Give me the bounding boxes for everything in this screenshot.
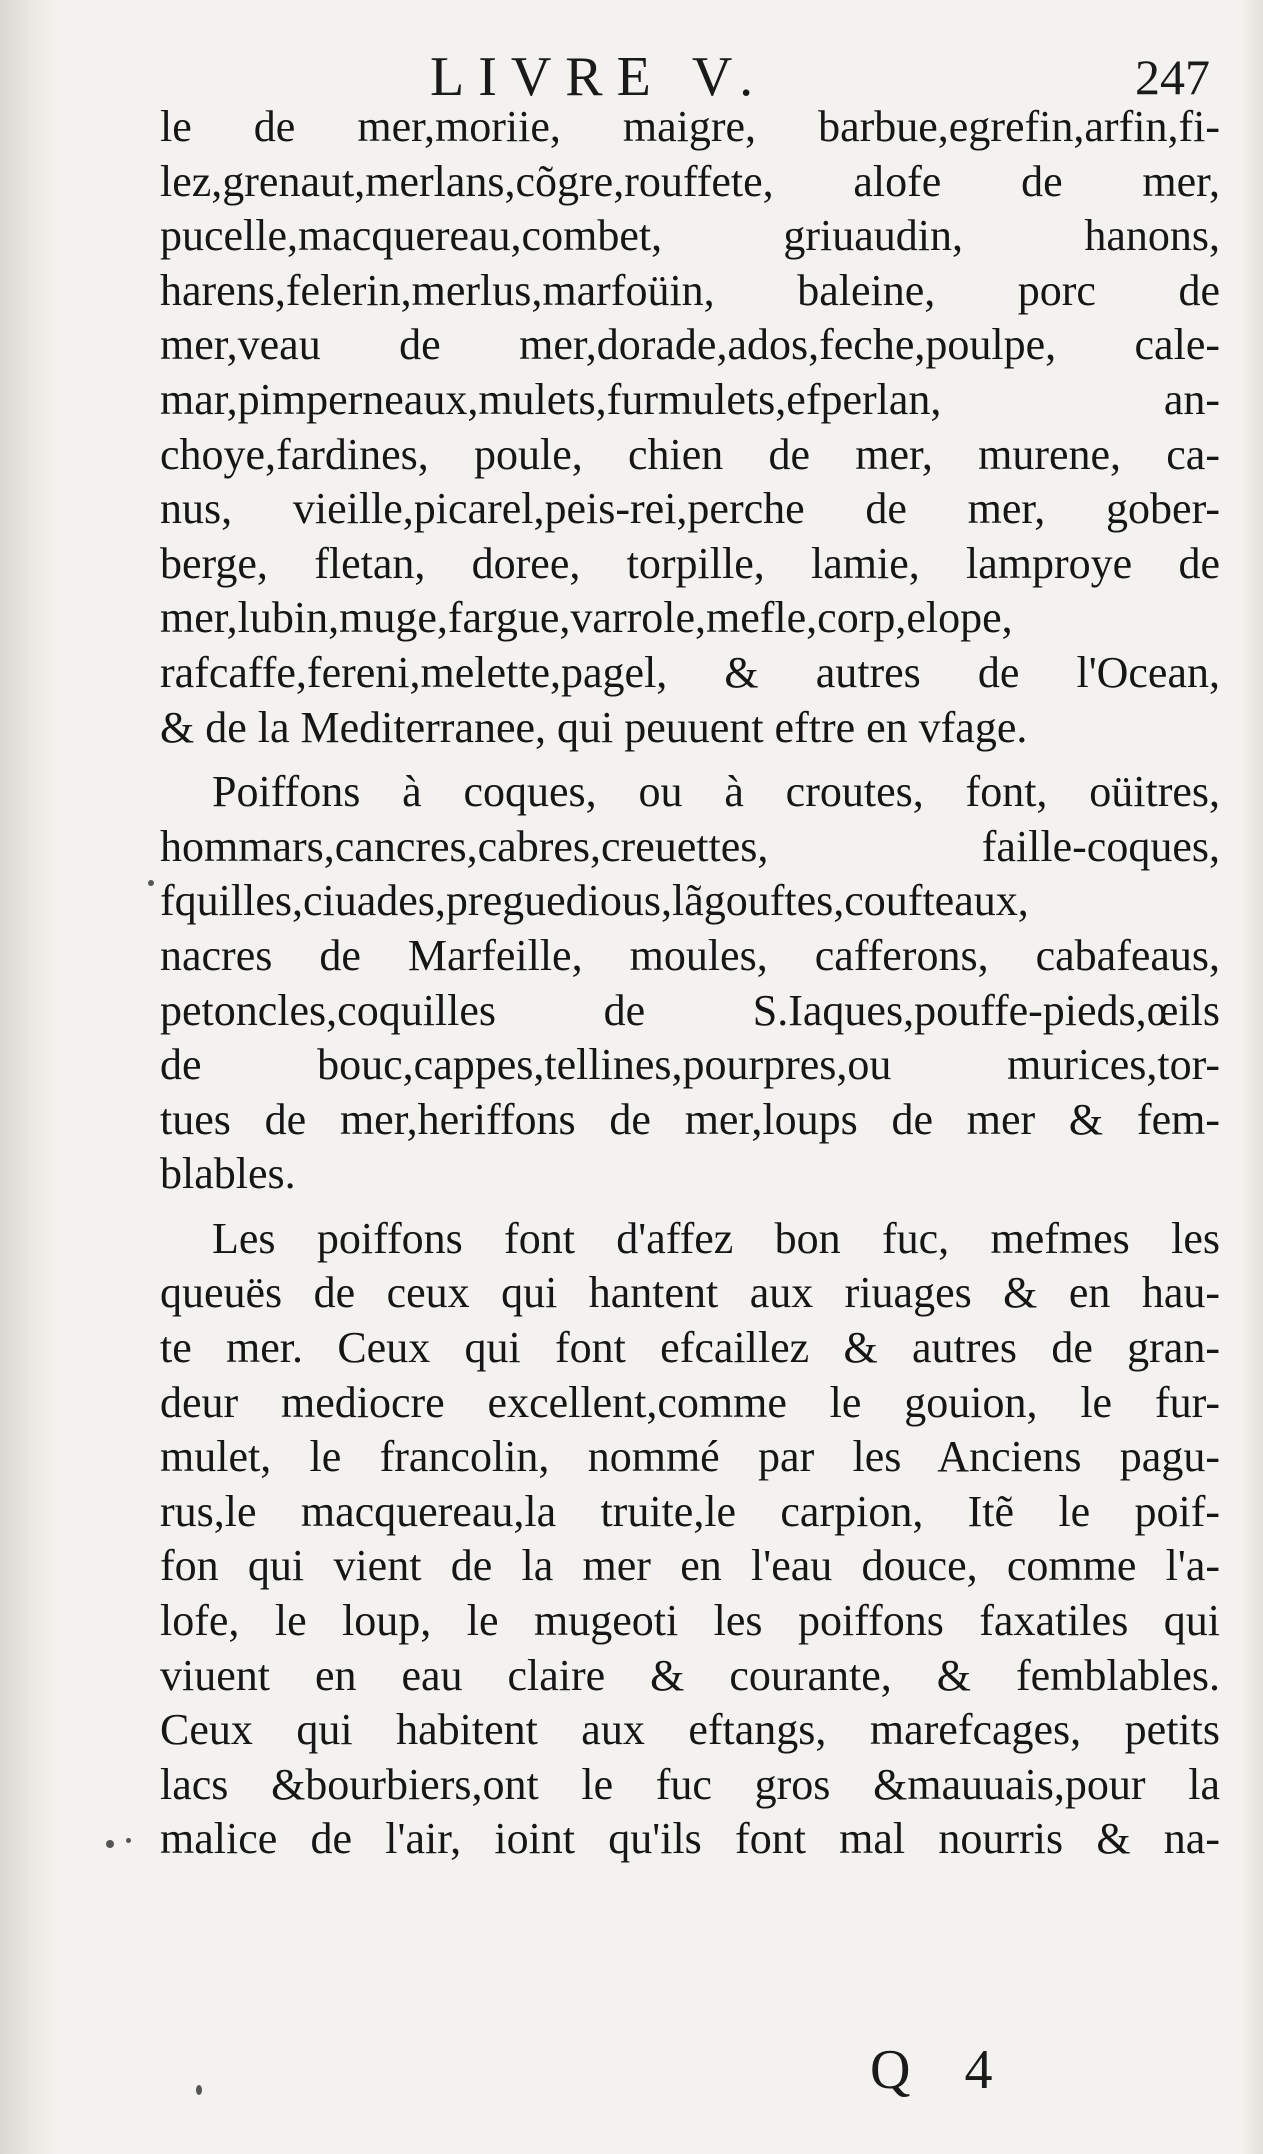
margin-speck [126, 1838, 131, 1843]
text-line: lacs &bourbiers,ont le fuc gros &mauuais,pour la [160, 1759, 1220, 1809]
text-line: harens,felerin,merlus,marfoüin, baleine, porc de [160, 265, 1220, 315]
text-line: mulet, le francolin, nommé par les Anciens pagu- [160, 1432, 1220, 1482]
page-gutter-shadow [0, 0, 60, 2154]
text-line: rafcaffe,fereni,melette,pagel, & autres de l'Ocean, [160, 647, 1220, 697]
text-line: deur mediocre excellent,comme le gouion, le fur- [160, 1377, 1220, 1427]
text-line: hommars,cancres,cabres,creuettes, faille-coques, [160, 821, 1220, 871]
paragraph-gap [160, 755, 1220, 765]
text-line: le de mer,moriie, maigre, barbue,egrefin,arfin,fi- [160, 102, 1220, 151]
margin-speck [196, 2085, 202, 2095]
text-line: te mer. Ceux qui font efcaillez & autres de gran- [160, 1323, 1220, 1373]
text-line: rus,le macquereau,la truite,le carpion, Itẽ le poif- [160, 1486, 1220, 1536]
text-line: queuës de ceux qui hantent aux riuages & en hau- [160, 1268, 1220, 1318]
page-footer [0, 2040, 1263, 2100]
text-line: nus, vieille,picarel,peis-rei,perche de mer, gober- [160, 484, 1220, 534]
paragraph [160, 100, 1220, 755]
text-line: blables. [160, 1149, 296, 1199]
text-line: Ceux qui habitent aux eftangs, marefcages, petits [160, 1705, 1220, 1755]
text-line: berge, fletan, doree, torpille, lamie, lamproye de [160, 538, 1220, 588]
text-line: mar,pimperneaux,mulets,furmulets,efperlan, an- [160, 374, 1220, 424]
page-number: 247 [1135, 49, 1210, 105]
text-line: nacres de Marfeille, moules, cafferons, cabafeaus, [160, 930, 1220, 980]
text-line: Poiffons à coques, ou à croutes, font, oüitres, [212, 767, 1220, 817]
text-line: Les poiffons font d'affez bon fuc, mefmes les [212, 1213, 1220, 1263]
text-line: tues de mer,heriffons de mer,loups de mer & fem- [160, 1094, 1220, 1144]
paragraph [160, 765, 1220, 1202]
signature-mark: Q 4 [870, 2039, 1013, 2101]
text-line: malice de l'air, ioint qu'ils font mal nourris & na- [160, 1814, 1220, 1864]
text-line: viuent en eau claire & courante, & femblables. [160, 1650, 1220, 1700]
text-line: choye,fardines, poule, chien de mer, murene, ca- [160, 429, 1220, 479]
text-line: fon qui vient de la mer en l'eau douce, comme l'a- [160, 1541, 1220, 1591]
text-line: lez,grenaut,merlans,cõgre,rouffete, alofe de mer, [160, 156, 1220, 206]
text-line: petoncles,coquilles de S.Iaques,pouffe-pieds,œils [160, 985, 1220, 1035]
paragraph-gap [160, 1202, 1220, 1212]
text-line: pucelle,macquereau,combet, griuaudin, hanons, [160, 211, 1220, 261]
margin-speck [106, 1840, 114, 1848]
text-line: & de la Mediterranee, qui peuuent eftre en vfage. [160, 702, 1028, 752]
page-edge-shadow [1241, 0, 1263, 2154]
running-title: LIVRE V. [430, 46, 768, 108]
text-line: mer,veau de mer,dorade,ados,feche,poulpe, cale- [160, 320, 1220, 370]
text-line: lofe, le loup, le mugeoti les poiffons faxatiles qui [160, 1596, 1220, 1646]
body-text [160, 100, 1220, 1867]
text-line: fquilles,ciuades,preguedious,lãgouftes,coufteaux, [160, 876, 1029, 926]
text-line: mer,lubin,muge,fargue,varrole,mefle,corp,elope, [160, 593, 1013, 643]
paragraph [160, 1212, 1220, 1867]
text-line: de bouc,cappes,tellines,pourpres,ou murices,tor- [160, 1040, 1220, 1090]
margin-speck [148, 880, 154, 886]
